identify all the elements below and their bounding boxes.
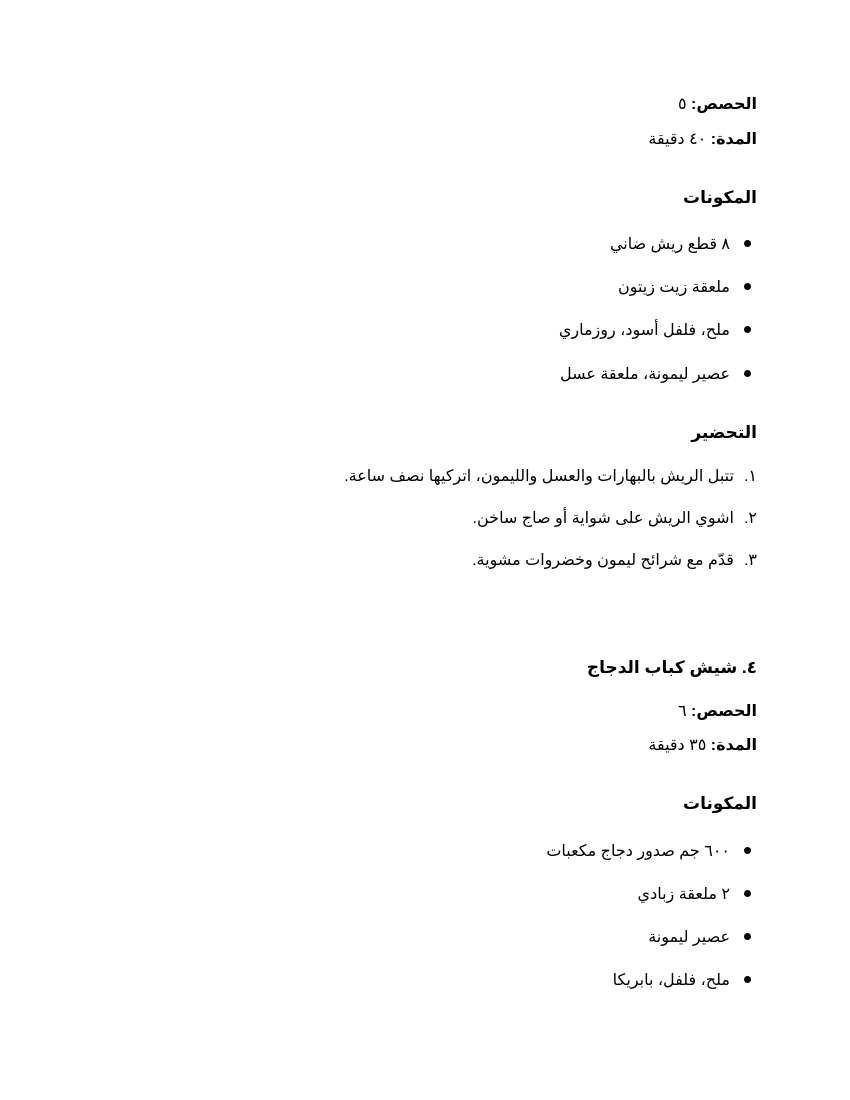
step-number: ٣. — [743, 552, 757, 569]
step-number: ٢. — [743, 510, 757, 527]
bullet-icon — [744, 240, 751, 247]
servings-value: ٥ — [678, 96, 687, 113]
bullet-icon — [744, 326, 751, 333]
step-text: قدّم مع شرائح ليمون وخضروات مشوية. — [472, 552, 734, 569]
ingredients-heading: المكونات — [682, 188, 757, 207]
ingredient-item — [559, 321, 757, 341]
ingredient-item — [613, 971, 757, 991]
bullet-icon — [744, 370, 751, 377]
ingredient-item — [546, 842, 757, 862]
step-text: اشوي الريش على شواية أو صاج ساخن. — [472, 510, 734, 527]
ingredient-item — [638, 885, 757, 905]
duration-label: المدة: — [710, 737, 757, 754]
bullet-icon — [744, 933, 751, 940]
ingredient-text: ملح، فلفل، بابريكا — [612, 972, 730, 989]
step-item — [473, 509, 757, 529]
step-item — [472, 551, 757, 571]
bullet-icon — [744, 890, 751, 897]
ingredients-heading: المكونات — [682, 794, 757, 813]
step-number: ١. — [743, 468, 757, 485]
bullet-icon — [744, 847, 751, 854]
step-item — [344, 467, 757, 487]
ingredient-item — [610, 235, 757, 255]
ingredient-text: عصير ليمونة — [648, 929, 730, 946]
step-text: تتبل الريش بالبهارات والعسل والليمون، اتركيها نصف ساعة. — [344, 468, 734, 485]
duration-line — [648, 736, 757, 756]
ingredient-item — [618, 278, 757, 298]
servings-line — [678, 702, 757, 722]
ingredient-text: ٨ قطع ريش ضاني — [609, 236, 730, 253]
duration-label: المدة: — [710, 131, 757, 148]
ingredient-text: ٢ ملعقة زبادي — [637, 886, 730, 903]
recipe-title: ٤. شيش كباب الدجاج — [586, 658, 757, 677]
ingredient-item — [560, 365, 757, 385]
duration-value: ٣٥ دقيقة — [648, 737, 707, 754]
ingredient-text: ٦٠٠ جم صدور دجاج مكعبات — [546, 843, 730, 860]
ingredient-text: ملعقة زيت زيتون — [617, 279, 730, 296]
duration-value: ٤٠ دقيقة — [648, 131, 707, 148]
preparation-heading: التحضير — [691, 423, 757, 442]
bullet-icon — [744, 976, 751, 983]
duration-line — [648, 130, 757, 150]
servings-line — [678, 95, 757, 115]
servings-label: الحصص: — [691, 96, 757, 113]
bullet-icon — [744, 283, 751, 290]
ingredient-text: ملح، فلفل أسود، روزماري — [558, 322, 730, 339]
servings-value: ٦ — [678, 703, 687, 720]
ingredient-text: عصير ليمونة، ملعقة عسل — [559, 366, 730, 383]
servings-label: الحصص: — [691, 703, 757, 720]
ingredient-item — [648, 928, 757, 948]
